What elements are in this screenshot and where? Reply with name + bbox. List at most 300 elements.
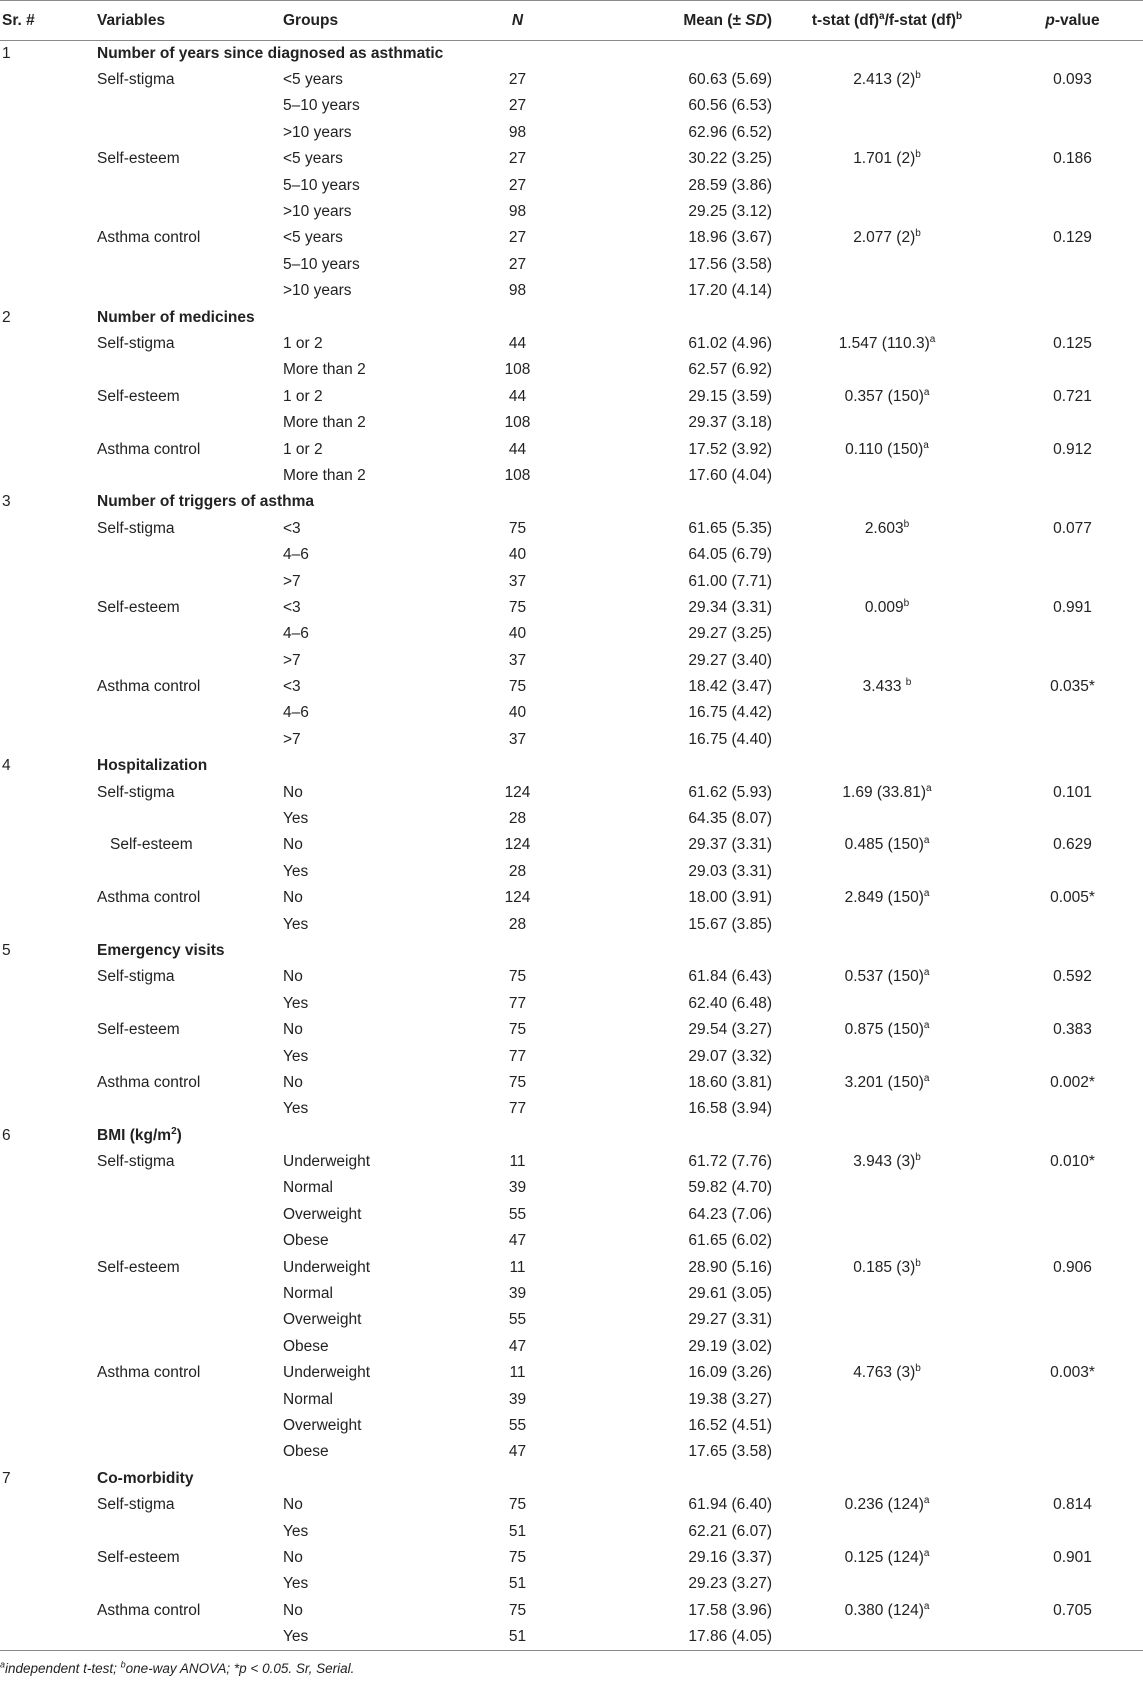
cell-stat-value: 2.413 (2): [853, 71, 916, 89]
cell-stat: [772, 1571, 1002, 1597]
cell-n: 98: [508, 203, 527, 221]
header-pvalue: [1002, 1, 1143, 41]
table-row: [0, 832, 1143, 858]
cell-sr: [0, 964, 97, 990]
cell-pvalue: [1002, 1624, 1143, 1650]
cell-mean: 61.02 (4.96): [688, 334, 772, 352]
cell-pvalue: [1002, 1307, 1143, 1333]
cell-pvalue: 0.003*: [1050, 1364, 1095, 1382]
cell-variable: Self-stigma: [97, 1496, 175, 1514]
cell-stat: [772, 1307, 1002, 1333]
cell-variable: [97, 1571, 283, 1597]
cell-group: Overweight: [283, 1205, 362, 1223]
cell-group: Yes: [283, 915, 309, 933]
cell-sr: [0, 779, 97, 805]
cell-mean: 28.90 (5.16): [688, 1258, 772, 1276]
cell-mean: 17.20 (4.14): [688, 282, 772, 300]
cell-group: Underweight: [283, 1364, 371, 1382]
cell-stat: [772, 568, 1002, 594]
cell-variable: [97, 278, 283, 304]
cell-variable: [97, 1624, 283, 1650]
cell-sr: [0, 806, 97, 832]
cell-sr: [0, 1360, 97, 1386]
cell-n: 98: [508, 282, 527, 300]
cell-sr: [0, 1228, 97, 1254]
cell-stat: [772, 859, 1002, 885]
cell-stat-sup: b: [905, 676, 912, 688]
cell-mean: 29.15 (3.59): [688, 387, 772, 405]
cell-variable: Self-esteem: [97, 1548, 180, 1566]
cell-pvalue: 0.035*: [1050, 678, 1095, 696]
cell-variable: Self-stigma: [97, 968, 175, 986]
cell-group: No: [283, 836, 303, 854]
header-n: [453, 1, 582, 41]
cell-mean: 29.23 (3.27): [688, 1575, 772, 1593]
cell-sr: [0, 885, 97, 911]
cell-variable: [97, 1228, 283, 1254]
cell-mean: 29.37 (3.31): [688, 836, 772, 854]
cell-stat-sup: b: [903, 518, 910, 530]
cell-sr: [0, 621, 97, 647]
cell-mean: 29.27 (3.25): [688, 625, 772, 643]
cell-variable: Self-stigma: [97, 783, 175, 801]
cell-variable: [97, 357, 283, 383]
cell-stat: [772, 911, 1002, 937]
cell-sr: [0, 1017, 97, 1043]
cell-n: 124: [504, 836, 531, 854]
cell-stat: [772, 991, 1002, 1017]
cell-mean: 18.00 (3.91): [688, 889, 772, 907]
table-row: [0, 252, 1143, 278]
cell-pvalue: 0.912: [1053, 440, 1092, 458]
cell-n: 124: [504, 889, 531, 907]
cell-stat-sup: a: [923, 888, 930, 900]
cell-group: Normal: [283, 1285, 333, 1303]
cell-group: Overweight: [283, 1417, 362, 1434]
cell-mean: 17.86 (4.05): [688, 1627, 772, 1645]
cell-pvalue: [1002, 911, 1143, 937]
cell-n: 47: [508, 1232, 527, 1250]
cell-mean: 62.40 (6.48): [688, 994, 772, 1012]
cell-mean: 59.82 (4.70): [688, 1179, 772, 1197]
cell-stat-sup: b: [915, 69, 921, 81]
cell-pvalue: [1002, 1413, 1143, 1439]
table-row: [0, 384, 1143, 410]
cell-stat-sup: a: [929, 333, 936, 345]
section-title: [97, 1466, 1143, 1492]
cell-stat: [772, 700, 1002, 726]
cell-mean: 29.25 (3.12): [688, 203, 772, 221]
table-row: [0, 1439, 1143, 1465]
cell-variable: Asthma control: [97, 229, 201, 247]
section-title: [97, 41, 1143, 67]
cell-stat: [772, 1334, 1002, 1360]
cell-stat-sup: a: [923, 1019, 930, 1031]
header-pvalue-rest: -value: [1054, 11, 1100, 29]
cell-stat: [772, 1254, 1002, 1280]
cell-sr: [0, 1624, 97, 1650]
cell-stat: [772, 806, 1002, 832]
table-row: [0, 67, 1143, 93]
header-stat-b: /f-stat (df): [884, 11, 957, 29]
cell-variable: Self-stigma: [97, 519, 175, 537]
cell-pvalue: [1002, 172, 1143, 198]
cell-sr: [0, 225, 97, 251]
cell-n: 75: [508, 1601, 527, 1619]
section-title-text: Number of medicines: [97, 308, 255, 326]
cell-sr: [0, 410, 97, 436]
cell-mean: 18.60 (3.81): [688, 1073, 772, 1091]
cell-n: 75: [508, 1496, 527, 1514]
cell-group: >7: [283, 572, 301, 590]
cell-mean: 29.34 (3.31): [688, 598, 772, 616]
cell-stat: [772, 67, 1002, 93]
cell-mean: 16.75 (4.40): [688, 730, 772, 748]
footnote-text-b: one-way ANOVA; *p < 0.05. Sr, Serial.: [125, 1660, 355, 1676]
cell-stat-sup: a: [923, 1072, 930, 1084]
cell-sr: [0, 278, 97, 304]
table-row: [0, 93, 1143, 119]
header-variables: Variables: [97, 11, 166, 29]
cell-sr: [0, 595, 97, 621]
cell-stat-value: 0.875 (150): [844, 1021, 924, 1039]
cell-pvalue: 0.383: [1053, 1021, 1092, 1039]
cell-group: 5–10 years: [283, 97, 360, 115]
cell-mean: 15.67 (3.85): [688, 915, 772, 933]
cell-variable: Asthma control: [97, 440, 201, 458]
cell-stat: [772, 172, 1002, 198]
cell-stat-sup: a: [923, 967, 930, 979]
cell-n: 51: [508, 1575, 527, 1593]
cell-n: 47: [508, 1337, 527, 1355]
cell-n: 27: [508, 71, 527, 89]
cell-sr: [0, 1439, 97, 1465]
table-row: [0, 1149, 1143, 1175]
table-row: [0, 1386, 1143, 1412]
cell-stat-value: 0.236 (124): [844, 1496, 924, 1514]
cell-pvalue: 0.077: [1053, 519, 1092, 537]
table-row: [0, 964, 1143, 990]
cell-n: 77: [508, 994, 527, 1012]
cell-mean: 29.27 (3.31): [688, 1311, 772, 1329]
cell-group: 5–10 years: [283, 255, 360, 273]
cell-sr: [0, 331, 97, 357]
cell-sr: [0, 1070, 97, 1096]
cell-stat: [772, 146, 1002, 172]
table-row: [0, 357, 1143, 383]
cell-group: No: [283, 783, 303, 801]
cell-sr: [0, 67, 97, 93]
cell-group: <5 years: [283, 150, 343, 168]
cell-sr: [0, 1307, 97, 1333]
cell-stat-value: 1.69 (33.81): [842, 783, 927, 801]
cell-variable: [97, 1043, 283, 1069]
cell-mean: 61.65 (6.02): [688, 1232, 772, 1250]
cell-pvalue: [1002, 1096, 1143, 1122]
cell-pvalue: [1002, 1202, 1143, 1228]
cell-n: 27: [508, 229, 527, 247]
header-row: [0, 1, 1143, 41]
cell-stat: [772, 1386, 1002, 1412]
cell-sr: [0, 1518, 97, 1544]
cell-stat-value: 0.357 (150): [844, 387, 924, 405]
section-title-text: Hospitalization: [97, 757, 208, 775]
cell-n: 51: [508, 1522, 527, 1540]
cell-group: Obese: [283, 1337, 329, 1355]
cell-mean: 29.27 (3.40): [688, 651, 772, 669]
cell-pvalue: [1002, 1571, 1143, 1597]
section-row: [0, 1466, 1143, 1492]
cell-sr: [0, 1386, 97, 1412]
table-row: [0, 1492, 1143, 1518]
table-row: [0, 647, 1143, 673]
cell-group: <3: [283, 519, 301, 537]
cell-group: No: [283, 1548, 303, 1566]
section-title-text: Number of years since diagnosed as asthmatic: [97, 44, 444, 62]
table-row: [0, 225, 1143, 251]
cell-sr: [0, 568, 97, 594]
cell-stat: [772, 727, 1002, 753]
cell-variable: Self-stigma: [97, 334, 175, 352]
cell-variable: [97, 463, 283, 489]
table-row: [0, 1070, 1143, 1096]
table-row: [0, 1545, 1143, 1571]
table-row: [0, 1334, 1143, 1360]
cell-sr: [0, 1334, 97, 1360]
cell-stat: [772, 225, 1002, 251]
cell-pvalue: [1002, 700, 1143, 726]
cell-pvalue: [1002, 410, 1143, 436]
cell-stat-sup: a: [923, 835, 930, 847]
cell-mean: 62.96 (6.52): [688, 123, 772, 141]
cell-group: <5 years: [283, 71, 343, 89]
cell-stat-sup: b: [915, 1151, 921, 1163]
table-row: [0, 806, 1143, 832]
cell-variable: Self-stigma: [97, 1153, 175, 1171]
cell-pvalue: [1002, 1228, 1143, 1254]
cell-group: Underweight: [283, 1258, 371, 1276]
cell-stat-value: 2.077 (2): [853, 229, 916, 247]
table-row: [0, 568, 1143, 594]
cell-n: 11: [509, 1153, 526, 1171]
cell-group: Obese: [283, 1443, 329, 1461]
cell-mean: 29.03 (3.31): [688, 862, 772, 880]
cell-group: Yes: [283, 1522, 309, 1540]
cell-stat-value: 2.603: [864, 519, 904, 537]
cell-group: 1 or 2: [283, 334, 323, 352]
cell-stat: [772, 647, 1002, 673]
cell-mean: 18.42 (3.47): [688, 678, 772, 696]
cell-n: 77: [508, 1100, 527, 1118]
cell-n: 11: [509, 1364, 526, 1382]
cell-variable: [97, 991, 283, 1017]
cell-sr: [0, 1281, 97, 1307]
cell-n: 55: [508, 1311, 527, 1329]
cell-group: >7: [283, 730, 301, 748]
cell-stat: [772, 93, 1002, 119]
cell-group: >10 years: [283, 203, 352, 221]
cell-group: No: [283, 1021, 303, 1039]
cell-n: 28: [508, 810, 527, 828]
section-title-text: Emergency visits: [97, 941, 225, 959]
cell-group: <3: [283, 598, 301, 616]
cell-mean: 18.96 (3.67): [688, 229, 772, 247]
cell-sr: [0, 146, 97, 172]
cell-pvalue: [1002, 1439, 1143, 1465]
cell-mean: 29.07 (3.32): [688, 1047, 772, 1065]
cell-n: 75: [508, 519, 527, 537]
cell-stat: [772, 1202, 1002, 1228]
cell-pvalue: [1002, 278, 1143, 304]
cell-sr: [0, 1096, 97, 1122]
cell-stat-value: 1.701 (2): [853, 150, 916, 168]
cell-pvalue: [1002, 1043, 1143, 1069]
cell-sr: [0, 463, 97, 489]
table-row: [0, 146, 1143, 172]
cell-pvalue: [1002, 1386, 1143, 1412]
cell-pvalue: 0.125: [1053, 334, 1092, 352]
cell-stat: [772, 278, 1002, 304]
cell-n: 40: [508, 704, 527, 722]
cell-pvalue: [1002, 252, 1143, 278]
table-row: [0, 1096, 1143, 1122]
cell-variable: [97, 806, 283, 832]
cell-stat-sup: b: [915, 1257, 921, 1269]
cell-n: 75: [508, 1073, 527, 1091]
section-title-text: Co-morbidity: [97, 1469, 194, 1487]
cell-n: 40: [508, 625, 527, 643]
cell-pvalue: 0.901: [1053, 1548, 1092, 1566]
cell-mean: 16.09 (3.26): [688, 1364, 772, 1382]
cell-pvalue: [1002, 568, 1143, 594]
cell-stat: [772, 1281, 1002, 1307]
cell-n: 27: [508, 97, 527, 115]
cell-variable: [97, 1175, 283, 1201]
cell-pvalue: 0.629: [1053, 836, 1092, 854]
cell-stat: [772, 331, 1002, 357]
cell-mean: 29.61 (3.05): [688, 1285, 772, 1303]
cell-pvalue: 0.005*: [1050, 889, 1095, 907]
cell-pvalue: [1002, 1281, 1143, 1307]
cell-mean: 29.16 (3.37): [688, 1548, 772, 1566]
cell-stat: [772, 674, 1002, 700]
cell-pvalue: [1002, 991, 1143, 1017]
section-number: 2: [2, 308, 11, 326]
cell-variable: [97, 1202, 283, 1228]
cell-pvalue: 0.991: [1053, 598, 1092, 616]
cell-group: More than 2: [283, 414, 366, 432]
cell-stat-value: 0.485 (150): [844, 836, 924, 854]
cell-group: No: [283, 889, 303, 907]
cell-mean: 17.58 (3.96): [688, 1601, 772, 1619]
cell-pvalue: [1002, 621, 1143, 647]
cell-variable: [97, 647, 283, 673]
cell-stat: [772, 1545, 1002, 1571]
cell-n: 44: [508, 334, 527, 352]
cell-sr: [0, 199, 97, 225]
table-row: [0, 1571, 1143, 1597]
cell-sr: [0, 1202, 97, 1228]
cell-stat-value: 3.201 (150): [844, 1073, 924, 1091]
section-title-sup: 2: [171, 1125, 177, 1137]
cell-sr: [0, 991, 97, 1017]
cell-variable: [97, 621, 283, 647]
table-row: [0, 331, 1143, 357]
cell-pvalue: 0.592: [1053, 968, 1092, 986]
section-title-text: Number of triggers of asthma: [97, 493, 315, 511]
cell-stat-value: 3.433: [862, 678, 906, 696]
table-row: [0, 1175, 1143, 1201]
cell-sr: [0, 859, 97, 885]
cell-variable: [97, 727, 283, 753]
table-row: [0, 1360, 1143, 1386]
cell-variable: Self-esteem: [97, 1258, 180, 1276]
cell-sr: [0, 647, 97, 673]
table-row: [0, 885, 1143, 911]
header-n-label: N: [511, 11, 524, 29]
section-title: [97, 489, 1143, 515]
section-title: [97, 1123, 1143, 1149]
cell-n: 51: [508, 1627, 527, 1645]
cell-sr: [0, 384, 97, 410]
cell-n: 37: [508, 730, 527, 748]
section-title-text: BMI (kg/m: [97, 1126, 172, 1144]
cell-variable: [97, 859, 283, 885]
cell-sr: [0, 1043, 97, 1069]
cell-pvalue: 0.814: [1053, 1496, 1092, 1514]
header-pvalue-p: p: [1045, 11, 1055, 29]
cell-stat: [772, 1624, 1002, 1650]
cell-stat: [772, 1017, 1002, 1043]
cell-sr: [0, 832, 97, 858]
cell-sr: [0, 516, 97, 542]
section-title: [97, 753, 1143, 779]
cell-stat: [772, 1043, 1002, 1069]
section-number: 5: [2, 941, 11, 959]
cell-n: 40: [508, 546, 527, 564]
cell-variable: Asthma control: [97, 889, 201, 907]
cell-mean: 29.37 (3.18): [688, 414, 772, 432]
cell-variable: [97, 120, 283, 146]
cell-variable: Self-stigma: [97, 71, 175, 89]
cell-pvalue: [1002, 463, 1143, 489]
section-number: 4: [2, 757, 11, 775]
cell-stat-value: 0.537 (150): [844, 968, 924, 986]
table-footnote: [0, 1651, 1143, 1676]
cell-variable: Asthma control: [97, 1601, 201, 1619]
cell-variable: Asthma control: [97, 1364, 201, 1382]
header-mean: [582, 1, 772, 41]
cell-n: 39: [508, 1390, 527, 1408]
cell-variable: Self-esteem: [97, 150, 180, 168]
cell-pvalue: 0.093: [1053, 71, 1092, 89]
section-row: [0, 41, 1143, 67]
cell-variable: [97, 542, 283, 568]
cell-n: 44: [508, 440, 527, 458]
table-row: [0, 1624, 1143, 1650]
cell-sr: [0, 120, 97, 146]
cell-n: 39: [508, 1285, 527, 1303]
cell-mean: 61.62 (5.93): [688, 783, 772, 801]
cell-mean: 16.58 (3.94): [688, 1100, 772, 1118]
header-stat-a: t-stat (df): [811, 11, 880, 29]
cell-variable: [97, 1413, 283, 1439]
cell-mean: 62.21 (6.07): [688, 1522, 772, 1540]
section-row: [0, 938, 1143, 964]
cell-stat: [772, 252, 1002, 278]
cell-group: <3: [283, 678, 301, 696]
cell-n: 98: [508, 123, 527, 141]
